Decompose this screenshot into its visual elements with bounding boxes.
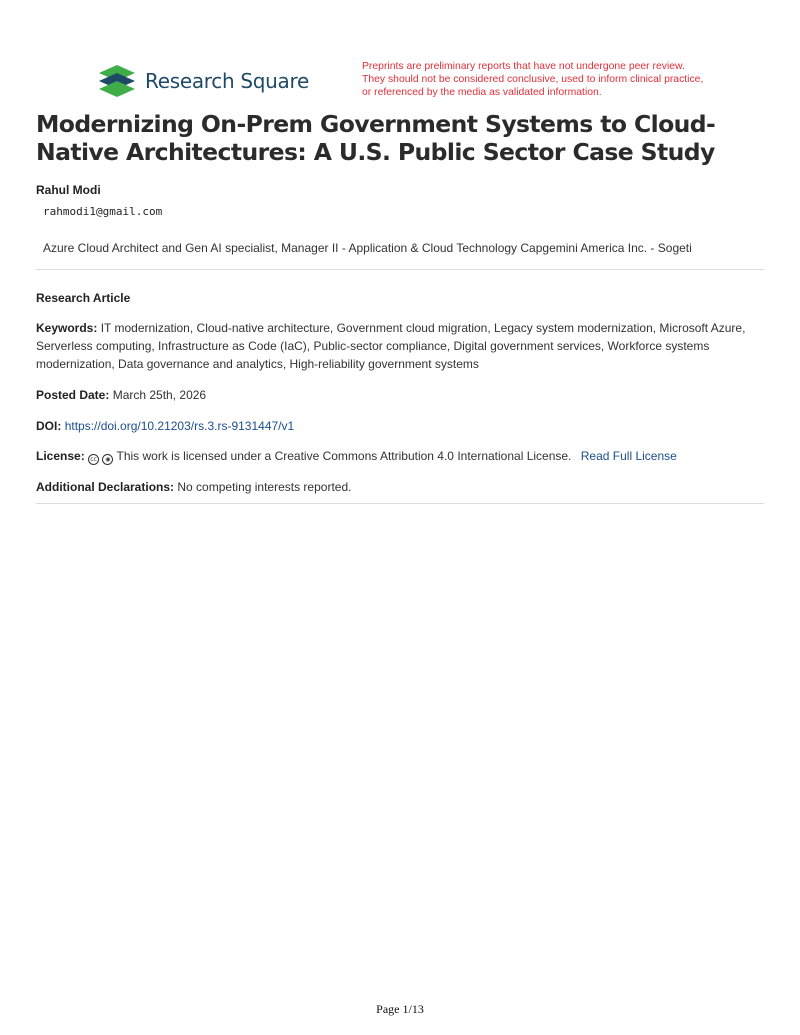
divider (36, 503, 764, 504)
research-square-mark-icon (97, 65, 137, 97)
keywords-label: Keywords: (36, 321, 98, 335)
disclaimer-line: They should not be considered conclusive, used to inform clinical practice, (362, 73, 704, 85)
license-section (36, 447, 764, 465)
license-text: This work is licensed under a Creative Commons Attribution 4.0 International License. (116, 449, 572, 463)
doi-section (36, 417, 764, 435)
author-affiliation: Azure Cloud Architect and Gen AI specialist, Manager II - Application & Cloud Technology Capgemini America Inc. - Sogeti (43, 241, 692, 255)
keywords-text: IT modernization, Cloud-native architecture, Government cloud migration, Legacy system modernization, Microsoft Azure, Serverless computing, Infrastructure as Code (IaC), Public-sector compliance, Digital government services, Workforce systems modernization, Data governance and analytics, High-reliability government systems (36, 321, 746, 371)
page-number: Page 1/13 (376, 1002, 424, 1016)
posted-date-label: Posted Date: (36, 388, 110, 402)
keywords-section (36, 319, 764, 373)
posted-date-value: March 25th, 2026 (112, 388, 207, 402)
declarations-section (36, 478, 764, 496)
research-square-logo (97, 64, 310, 98)
paper-title: Modernizing On-Prem Government Systems to Cloud-Native Architectures: A U.S. Public Sector Case Study (36, 110, 716, 166)
declarations-text: No competing interests reported. (177, 480, 352, 494)
doi-label: DOI: (36, 419, 62, 433)
divider (36, 269, 764, 270)
author-email: rahmodi1@gmail.com (43, 205, 163, 218)
preprint-disclaimer (362, 61, 742, 99)
posted-date-section (36, 386, 764, 404)
creative-commons-icon: cc (88, 454, 99, 465)
attribution-icon: ◉ (102, 454, 113, 465)
logo-text: Research Square (145, 69, 310, 93)
read-full-license-link[interactable]: Read Full License (580, 449, 677, 463)
license-label: License: (36, 449, 85, 463)
author-name: Rahul Modi (36, 183, 101, 197)
doi-link[interactable]: https://doi.org/10.21203/rs.3.rs-9131447/v1 (64, 419, 295, 433)
disclaimer-line: or referenced by the media as validated information. (362, 86, 602, 98)
article-type: Research Article (36, 291, 131, 305)
declarations-label: Additional Declarations: (36, 480, 175, 494)
disclaimer-line: Preprints are preliminary reports that have not undergone peer review. (362, 61, 685, 72)
